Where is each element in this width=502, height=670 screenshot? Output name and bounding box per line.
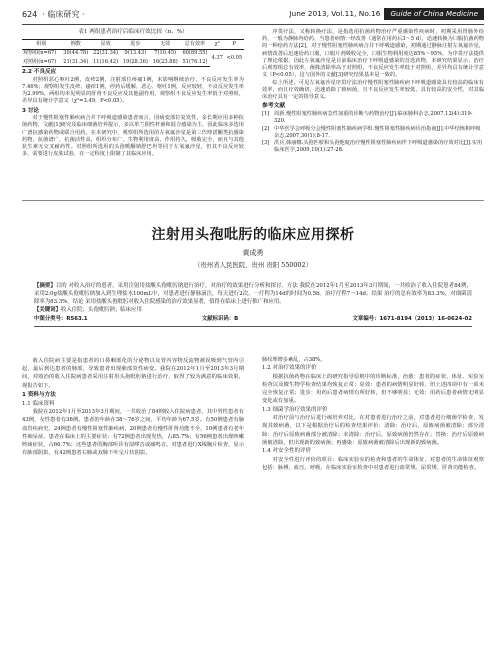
table-cell: 51(76.12) [180,58,210,67]
reference-item [262,111,484,125]
paragraph: 对安全性进行评价的项目：临床实验室的检查和患者的生命体征，对患者的生命体征观察包括：脉搏，血压，呼吸，在临床实验室检查中对患者进行血常规、尿常规、肝肾功能检查。 [262,456,484,471]
abstract-body: 目的 对收入治疗的患者，采用注射用盐酸头孢吡肟钠进行治疗，对治疗的效果进行分析和探讨。方法 我院在2012年1月至2013年3月期间，一共收治了收入住院患者84例，采用2.0g盐酸头孢吡肟钠加入到生理盐水100mL中，对患者进行静脉滴注，每天进行2次，一疗程为14d的时间为0.5h。治疗疗程7～14d。结果 治疗的总有效率为83.3%，对细菌清除率为83.3%。结论 采用盐酸头孢吡肟对收入住院感染的治疗效果显著，值得在临床上进行推广和应用。 [34,283,472,306]
paragraph: 肺纹理增多紊乱，占38%。 [262,357,326,363]
abstract-label: 【摘要】 [34,283,56,289]
article-affiliation: （贵州省人民医院，贵州 贵阳 550002） [194,261,312,269]
page-number: 624 [22,10,38,19]
page-number-section: 624 · 临床研究 · [22,10,85,19]
right-column-bottom [262,357,484,473]
abstract-block [34,282,472,326]
table-header: 进步 [120,39,150,49]
reference-number: [2] [262,125,270,132]
reference-number: [1] [262,111,270,118]
article-author: 黄成勇 [242,249,264,257]
table-header: 无效 [150,39,180,49]
table-cell: 21(31.34) [61,58,91,67]
paragraph: 根据抗菌药物在临床上的研究指导原则中的诊断标准，治愈：患者的症状、体征、实验室检查以及微生物学检查结果均恢复正常；显效：患者的病情明显好转，但上述四项中有一项未完全恢复正常；进步：用药后患者病情有所好转，但不够明显；无效：用药后患者病情无明显变化或有加重。 [262,373,484,405]
paragraph: 序贯疗法，又称转换疗法，是指选用抗菌药物治疗严重感染性疾病时，初期采用胃肠外给药，一般为静脉内给药，当患者病情一经改善（通常在用药后3～5 d），迅速转换为口服抗菌药物的一种给药方法[2]。对于慢性阻塞性肺疾病合并下呼吸道感染，初期通过静脉注射左氧氟沙星，病情改善后迅速给药口服，口服片剂吸收完全，口服生物利用度达85%～95%，为序贯疗法提供了理论依据，因此左氧氟沙星是目前临床治疗下呼吸道感染的首选药物，本研究结果显示，治疗后观察组总有效率，菌株清除率高于对照组，不良反应发生率低于对照组，差异均具有统计学意义（P<0.05），这与国外的文献[3]研究结果基本是一致的。 [262,29,484,79]
article-number: 文章编号：1671-8194（2013）16-0624-02 [352,316,472,323]
abstract-rule [34,326,472,327]
table-header: 总有效率 [180,39,210,49]
reference-text: 中华医学会呼吸分会慢性阻塞性肺疾病学组.慢性阻塞性肺疾病诊治指南[J].中华结核和呼吸杂志,2007,30(1):8-17. [274,125,481,139]
issue-label: June 2013, Vol.11, No.16 [289,8,381,18]
efficacy-table [22,39,244,67]
table-row [22,49,244,58]
keywords-text: 收入住院；头孢吡肟钠；临床应用 [60,307,142,314]
paragraph: 我院在2012年1月至2013年3月期间，一共收治了84例收入住院病患者，其中男性患者有43例，女性患者有38例。患者的年龄在38～76岁之间，平均年龄为67.5岁。有50例患者有脑血管疾病史，24例患者有慢性阻塞性肺疾病，20例患者有慢性肝肾功能不全，10例患者有老年性痴呆症，患者在临床上的主要症状：有72例患者出现发热，占85.7%；有56例患者出现咳嗽咳痰症状，占66.7%；这些患者的胸部听诊有湿啰音或痰鸣音。对患者进行X线胸片检查，显示有肺部阴影，有42例患者右肺或双肺下叶呈片状阴影。 [22,409,244,457]
table-cell: 11(16.42) [91,58,121,67]
table-header: 显效 [91,39,121,49]
document-code: 文献标识码：B [201,316,239,323]
paragraph: 对照组恶心呕吐2例，皮疹2例，注射部位疼痛1例，未影响继续治疗，不良反应发生率为7.46%；观察组发生皮疹、瘙痒1例，停药后缓解，恶心、呕吐1例，反应较轻，不良反应发生率为2.99%，两组均未见明显的肝肾不良反应及其他副作用。观察组不良反应发生率低于对照组，差异具有统计学意义（χ²=3.49，P<0.05）。 [22,76,244,105]
page-header [22,6,484,24]
paragraph: 综上所述，可见左氧氟沙星序贯疗法治疗慢性阻塞性肺疾病下呼吸道感染具有较高的临床有效率，而且疗效确切，迅速消除了致病菌，且不良反应发生率较低，具有较高的安全性，对其临床治疗具有一定的指导意义。 [262,79,484,101]
table-caption: 表1 两组患者治疗后临床疗效比较（n，%） [78,29,188,35]
keywords [34,306,472,314]
chi-square-value: 4.37 [211,54,223,61]
reference-number: [3] [262,139,270,146]
table-header: P [225,39,244,49]
article-divider [22,200,484,201]
table-cell: 16(23.88) [150,58,180,67]
references-heading: 参考文献 [262,103,286,110]
paragraph: 对治疗前与治疗后进行痰培养对比，在对患者进行治疗之前，对患者进行细菌学检查，发现其致病菌，以下是根据治疗后的检查结果评价：清除：治疗后，原致病菌被清除；部分清除：治疗后原致病菌部分被清除；未清除：治疗后，原致病菌仍然存在；替换：治疗后原致病菌被清除，但出现新的致病菌；再感染：原致病菌被清除后出现新的致病菌。 [262,415,484,446]
reference-item [262,126,484,140]
section-heading: 2.2 不良反应 [22,69,57,76]
abstract [34,282,472,306]
journal-info [289,8,484,20]
keywords-label: 【关键词】 [34,307,61,314]
right-column-top [262,29,484,154]
section-heading: 3 讨论 [22,107,40,114]
clc-number: 中图分类号：R563.1 [34,316,88,323]
left-column-bottom [22,357,244,458]
paragraph: 对于慢性阻塞性肺疾病合并下呼吸道感染患者而言，因病变部位复发性，多长期应用多种抗菌药物，文献[1]研究及临床细菌培养提示，多以革兰阴性杆菌和混合感染为主，因此临床多选用广谱抗感染药物或联合用药。在本研究中，观察组所选用的左氧氟沙星是第三代喹诺酮类抗感染药物，抗菌谱广，抗菌活性高，组织分布广，生物利用度高，作用持久，吸收完全，而且与其他抗生素无交叉耐药性。对照组所选用的头孢哌酮钠舒巴坦等同于左氧氟沙星，但其不良反应较多，需要进行皮肤试验，在一定程度上限制了其临床应用。 [22,115,244,158]
subsection-heading: 1.4 对安全性的评价 [262,447,311,454]
table-cell: 9(13.43) [124,50,147,57]
subsection-heading: 1.2 对治疗效果的评价 [262,365,317,372]
article-title: 注射用头孢吡肟的临床应用探析 [151,227,355,243]
section-heading: 1 资料与方法 [22,391,56,398]
reference-text: 周新.慢性阻塞性肺疾病急性加重的诊断与药物治疗[J].临床肺科杂志,2007,12(4):319-320. [274,111,473,125]
table-header: 例数 [61,39,91,49]
table-header: χ² [210,39,225,49]
paragraph: 收入住院病主要是指患者的口鼻咽部化的分泌物以及胃内容物反流物被误吸到气管内引起，最后到达患者的肺部，导致患者出现肺部炎性病变。我院在2012年1月至2013年3月期间，对收治的收入住院病患者采用注射用头孢吡肟钠进行治疗，取得了较为满意的临床效果，现报告如下。 [22,358,244,389]
header-rule [22,24,484,25]
table-header: 组别 [22,39,61,49]
table-cell: 对照组(n=67) [22,58,61,67]
classification-row [34,315,472,323]
subsection-heading: 1.1 临床资料 [22,400,55,407]
journal-name: Guide of China Medicine [384,8,484,20]
reference-text: 洪兵,韩丽娜.头孢匹胺和头孢他啶治疗慢性阻塞性肺疾病伴下呼吸道感染的疗效对比[J].实用临床医学,2009,10(1):27-28. [274,139,483,154]
table-cell: 30(44.78) [63,50,89,57]
reference-item [262,140,484,154]
p-value: <0.05 [226,54,243,61]
table-cell: 观察组(n=67) [23,50,57,57]
table-cell: 60(89.55) [182,50,208,57]
section-label: 临床研究 [47,10,80,19]
table-cell: 19(28.36) [120,58,150,67]
left-column-top [22,29,244,159]
subsection-heading: 1.3 细菌学治疗效果的评价 [262,406,328,413]
table-cell: 22(31.34) [93,50,119,57]
table-cell: 7(10.45) [154,50,177,57]
